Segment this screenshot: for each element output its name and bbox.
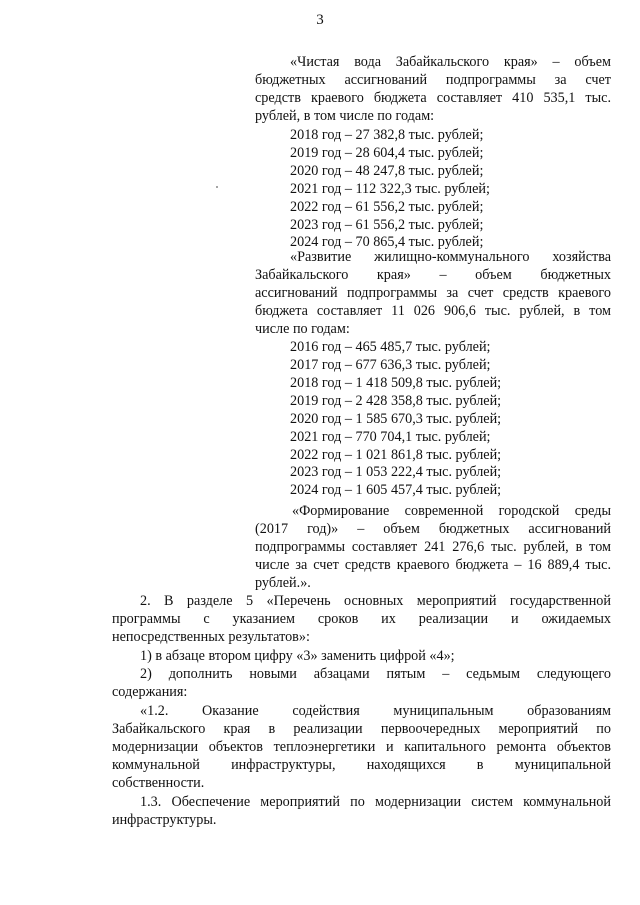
quote12-line-2: Забайкальского края в реализации первоочередных мероприятий по: [112, 721, 611, 737]
item2-line-2: программы с указанием сроков их реализации и ожидаемых: [112, 611, 611, 627]
sub2-line-2: содержания:: [112, 684, 188, 700]
housing-year: 2019 год – 2 428 358,8 тыс. рублей;: [290, 393, 502, 409]
clean-water-year: 2023 год – 61 556,2 тыс. рублей;: [290, 217, 484, 233]
clean-water-year: 2022 год – 61 556,2 тыс. рублей;: [290, 199, 484, 215]
urban-env-line-5: рублей.».: [255, 575, 311, 591]
housing-line-3: ассигнований подпрограммы за счет средств краевого: [255, 285, 611, 301]
item13-line-2: инфраструктуры.: [112, 812, 217, 828]
page-number: 3: [316, 12, 324, 28]
housing-line-5: числе по годам:: [255, 321, 350, 337]
quote12-line-3: модернизации объектов теплоэнергетики и капитального ремонта объектов: [112, 739, 611, 755]
housing-year: 2016 год – 465 485,7 тыс. рублей;: [290, 339, 491, 355]
urban-env-line-3: подпрограммы составляет 241 276,6 тыс. рублей, в том: [255, 539, 611, 555]
housing-year: 2020 год – 1 585 670,3 тыс. рублей;: [290, 411, 502, 427]
item2-line-3: непосредственных результатов»:: [112, 629, 310, 645]
urban-env-line-2: (2017 год)» – объем бюджетных ассигнований: [255, 521, 611, 537]
urban-env-line-1: «Формирование современной городской среды: [292, 503, 611, 519]
clean-water-year: 2018 год – 27 382,8 тыс. рублей;: [290, 127, 484, 143]
housing-year: 2018 год – 1 418 509,8 тыс. рублей;: [290, 375, 502, 391]
clean-water-year: 2019 год – 28 604,4 тыс. рублей;: [290, 145, 484, 161]
housing-year: 2021 год – 770 704,1 тыс. рублей;: [290, 429, 491, 445]
housing-line-2: Забайкальского края» – объем бюджетных: [255, 267, 611, 283]
quote12-line-4: коммунальной инфраструктуры, находящихся в муниципальной: [112, 757, 611, 773]
clean-water-year: 2021 год – 112 322,3 тыс. рублей;: [290, 181, 490, 197]
housing-year: 2017 год – 677 636,3 тыс. рублей;: [290, 357, 491, 373]
housing-line-1: «Развитие жилищно-коммунального хозяйства: [290, 249, 611, 265]
quote12-line-1: «1.2. Оказание содействия муниципальным образованиям: [140, 703, 611, 719]
clean-water-year: 2024 год – 70 865,4 тыс. рублей;: [290, 234, 484, 250]
clean-water-line-4: рублей, в том числе по годам:: [255, 108, 435, 124]
scan-speck: [216, 186, 218, 188]
item13-line-1: 1.3. Обеспечение мероприятий по модернизации систем коммунальной: [140, 794, 611, 810]
clean-water-line-1: «Чистая вода Забайкальского края» – объем: [290, 54, 611, 70]
quote12-line-5: собственности.: [112, 775, 205, 791]
housing-line-4: бюджета составляет 11 026 906,6 тыс. рублей, в том: [255, 303, 611, 319]
sub2-line-1: 2) дополнить новыми абзацами пятым – седьмым следующего: [140, 666, 611, 682]
sub1-line: 1) в абзаце втором цифру «3» заменить цифрой «4»;: [140, 648, 455, 664]
item2-line-1: 2. В разделе 5 «Перечень основных мероприятий государственной: [140, 593, 611, 609]
clean-water-line-3: средств краевого бюджета составляет 410 535,1 тыс.: [255, 90, 611, 106]
clean-water-year: 2020 год – 48 247,8 тыс. рублей;: [290, 163, 484, 179]
clean-water-line-2: бюджетных ассигнований подпрограммы за счет: [255, 72, 611, 88]
housing-year: 2022 год – 1 021 861,8 тыс. рублей;: [290, 447, 502, 463]
urban-env-line-4: числе за счет средств краевого бюджета – 16 889,4 тыс.: [255, 557, 611, 573]
housing-year: 2024 год – 1 605 457,4 тыс. рублей;: [290, 482, 502, 498]
housing-year: 2023 год – 1 053 222,4 тыс. рублей;: [290, 464, 502, 480]
